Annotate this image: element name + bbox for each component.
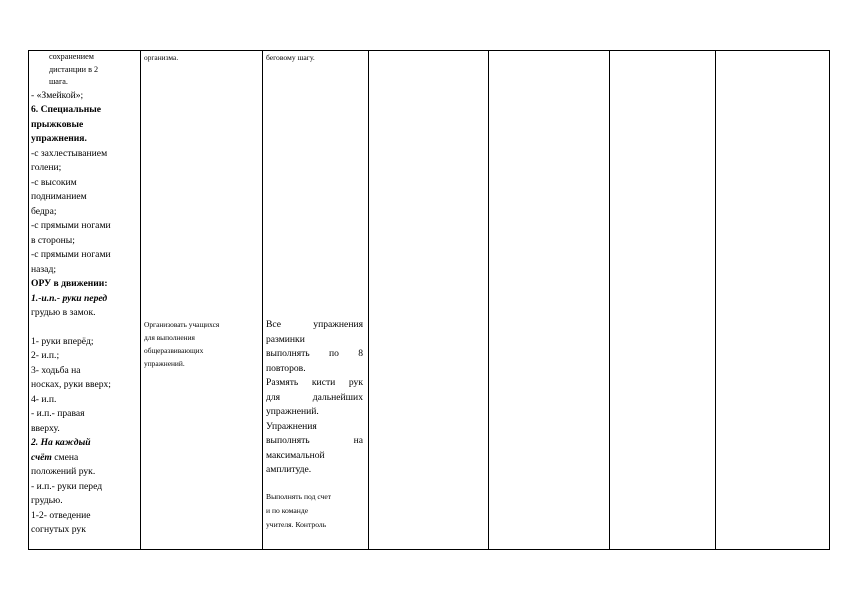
text-line: выполнять на — [266, 435, 363, 446]
text-line: для дальнейших — [266, 391, 363, 403]
text-line: сохранением — [49, 52, 94, 61]
text-line: дистанции в 2 — [49, 64, 99, 74]
section-heading: 6. Специальные — [31, 104, 101, 115]
text-line: в стороны; — [31, 234, 75, 246]
text-line: Выполнять под счет — [266, 492, 332, 501]
text-line: для выполнения — [144, 333, 195, 342]
text-line: бедра; — [31, 205, 57, 217]
column-3-guidance — [266, 318, 363, 478]
text-line: максимальной — [266, 449, 325, 461]
text-line: Организовать учащихся — [144, 320, 220, 329]
text-line: вверху. — [31, 422, 60, 434]
text-line: -с высоким — [31, 176, 77, 188]
text-line: назад; — [31, 263, 56, 275]
text-line: организма. — [144, 53, 179, 62]
column-3-note — [266, 490, 363, 532]
text-line: 1- руки вперёд; — [31, 335, 94, 347]
spacer — [31, 321, 137, 335]
text-line — [31, 451, 137, 466]
column-2-top — [144, 51, 260, 64]
text-line: - «Змейкой»; — [31, 89, 84, 101]
text-line: положений рук. — [31, 466, 96, 477]
text-line: 4- и.п. — [31, 393, 57, 405]
text-line: разминки — [266, 333, 305, 345]
text-run: смена — [51, 451, 79, 463]
text-line: голени; — [31, 162, 62, 173]
text-line: -с прямыми ногами — [31, 249, 111, 260]
text-line: согнутых рук — [31, 524, 86, 535]
text-line: - и.п.- правая — [31, 408, 85, 419]
exercise-heading: 2. На каждый — [31, 437, 91, 448]
text-line: повторов. — [266, 362, 306, 374]
text-line: подниманием — [31, 191, 87, 202]
section-heading: упражнения. — [31, 133, 87, 144]
exercise-heading: 1.-и.п.- руки перед — [31, 292, 108, 304]
section-heading: ОРУ в движении: — [31, 278, 108, 289]
column-1-content — [31, 51, 137, 538]
text-line: Размять кисти рук — [266, 377, 363, 388]
text-line: общеразвивающих — [144, 346, 204, 355]
text-line: Упражнения — [266, 420, 317, 432]
text-line: выполнять по 8 — [266, 348, 363, 359]
text-line: беговому шагу. — [266, 53, 315, 62]
text-line: 2- и.п.; — [31, 350, 60, 361]
emphasis: счёт — [31, 451, 52, 463]
text-line: -с прямыми ногами — [31, 220, 111, 231]
text-line: Все упражнения — [266, 319, 363, 330]
text-line: 1-2- отведение — [31, 509, 91, 521]
column-2-instructions — [144, 318, 260, 370]
text-line: шага. — [49, 77, 68, 86]
text-line: носках, руки вверх; — [31, 379, 111, 390]
section-heading: прыжковые — [31, 118, 84, 130]
text-line: амплитуде. — [266, 464, 312, 475]
column-3-top — [266, 51, 363, 65]
text-line: -с захлестыванием — [31, 147, 108, 159]
text-line: и по команде — [266, 506, 309, 515]
text-line: грудью в замок. — [31, 307, 96, 318]
text-line: - и.п.- руки перед — [31, 480, 103, 492]
text-line: учителя. Контроль — [266, 520, 327, 529]
text-line: упражнений. — [144, 359, 185, 368]
text-line: упражнений. — [266, 406, 319, 417]
text-line: грудью. — [31, 495, 63, 506]
text-line: 3- ходьба на — [31, 364, 81, 376]
